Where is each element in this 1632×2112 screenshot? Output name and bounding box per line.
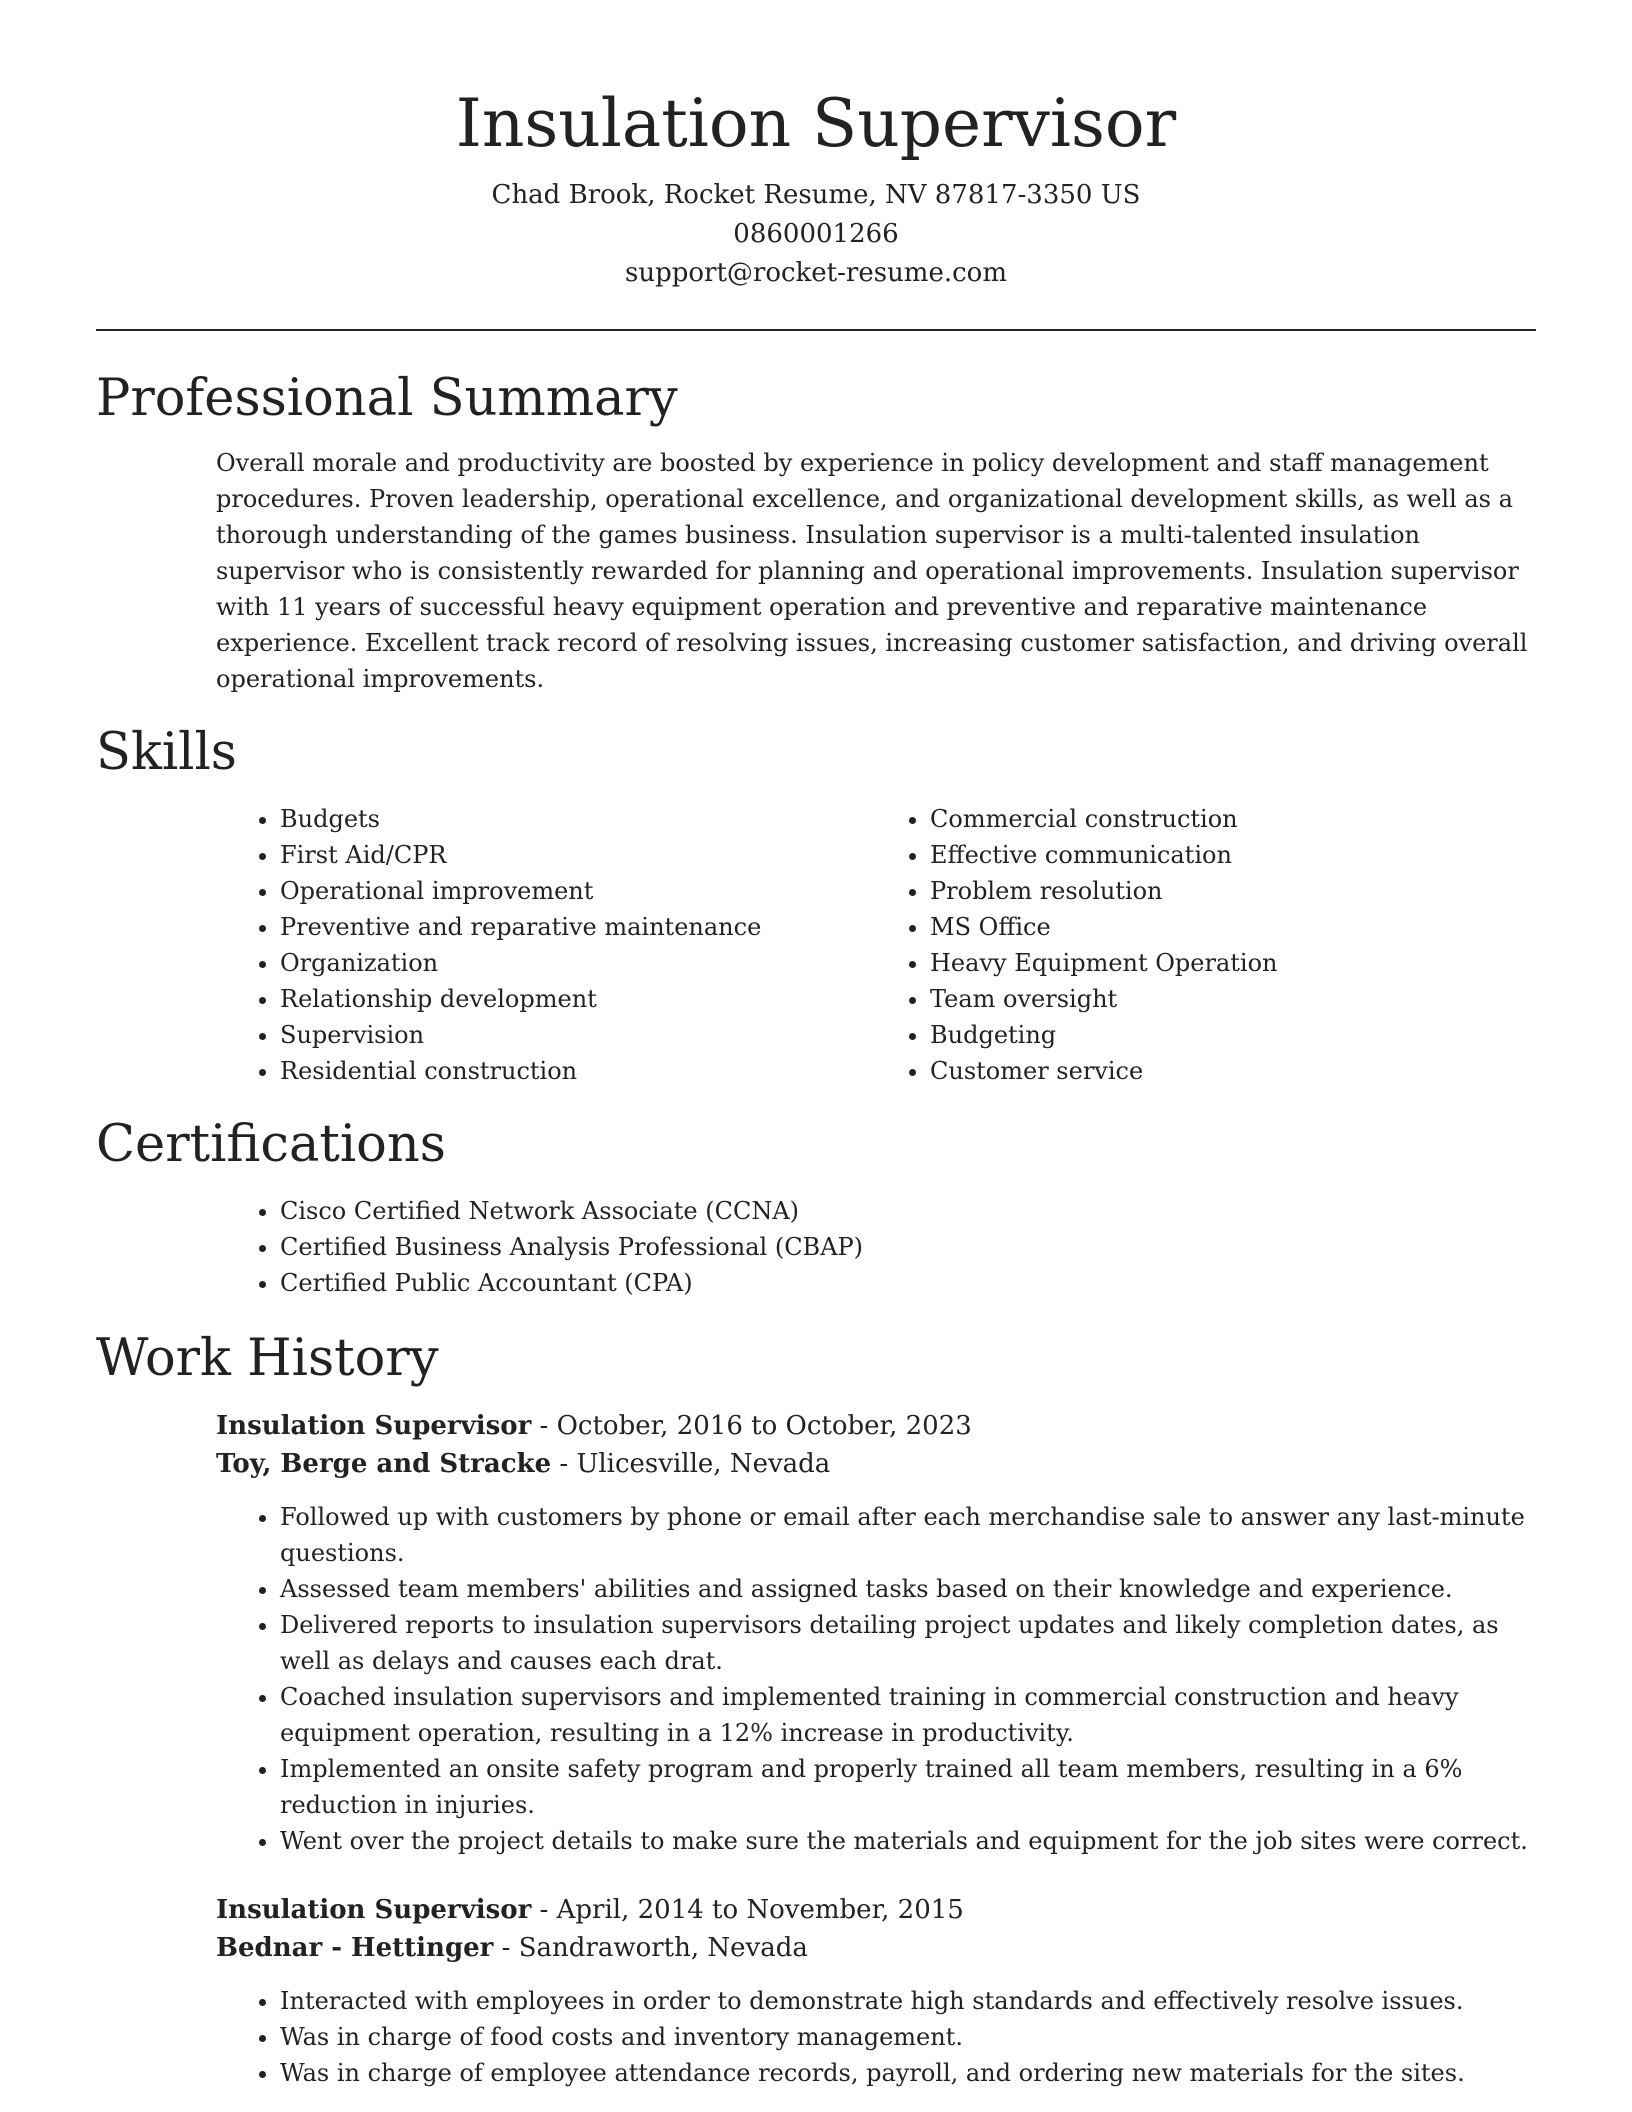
- job-company: Bednar - Hettinger: [216, 1933, 494, 1963]
- skills-column-left: [236, 801, 886, 1089]
- certifications-heading: Certifications: [96, 1115, 446, 1174]
- certifications-list: [236, 1193, 1536, 1301]
- skill-item: • Effective communication: [930, 837, 1536, 873]
- job-bullet: • Was in charge of employee attendance records, payroll, and ordering new materials for the sites.: [280, 2055, 1536, 2091]
- job-title: Insulation Supervisor: [216, 1895, 532, 1925]
- skill-item: • Heavy Equipment Operation: [930, 945, 1536, 981]
- job-bullet: • Coached insulation supervisors and implemented training in commercial construction and heavy equipment operation, resulting in a 12% increase in productivity.: [280, 1679, 1536, 1751]
- job-company-line: [216, 1445, 1536, 1483]
- resume-page: [96, 0, 1536, 2091]
- job-company: Toy, Berge and Stracke: [216, 1449, 552, 1479]
- skills-section: [96, 721, 1536, 1089]
- certification-item: • Certified Business Analysis Professional (CBAP): [280, 1229, 1536, 1265]
- skill-item: • MS Office: [930, 909, 1536, 945]
- skill-item: • First Aid/CPR: [280, 837, 886, 873]
- job-bullets: [236, 1983, 1536, 2091]
- contact-block: [96, 176, 1536, 293]
- job-bullet: • Delivered reports to insulation supervisors detailing project updates and likely completion dates, as well as delays and causes each drat.: [280, 1607, 1536, 1679]
- skill-item: • Customer service: [930, 1053, 1536, 1089]
- skills-grid: [236, 801, 1536, 1089]
- work-history-section: [96, 1327, 1536, 2091]
- contact-address: Chad Brook, Rocket Resume, NV 87817-3350 US: [491, 180, 1141, 210]
- skills-column-right: [886, 801, 1536, 1089]
- skill-item: • Residential construction: [280, 1053, 886, 1089]
- job-title-line: [216, 1407, 1536, 1445]
- summary-text: Overall morale and productivity are boosted by experience in policy development and staff management procedures. Proven leadership, operational excellence, and organizational development skills, as well as a thorough understanding of the games business. Insulation supervisor is a multi-talented insulation supervisor who is consistently rewarded for planning and operational improvements. Insulation supervisor with 11 years of successful heavy equipment operation and preventive and reparative maintenance experience. Excellent track record of resolving issues, increasing customer satisfaction, and driving overall operational improvements.: [216, 449, 1528, 693]
- skill-item: • Supervision: [280, 1017, 886, 1053]
- skill-item: • Budgets: [280, 801, 886, 837]
- job-bullet: • Went over the project details to make sure the materials and equipment for the job sites were correct.: [280, 1823, 1536, 1859]
- job-location: - Sandraworth, Nevada: [493, 1933, 808, 1963]
- job-dates: - October, 2016 to October, 2023: [531, 1411, 972, 1441]
- job-company-line: [216, 1929, 1536, 1967]
- skill-item: • Budgeting: [930, 1017, 1536, 1053]
- skill-item: • Operational improvement: [280, 873, 886, 909]
- job-bullet: • Followed up with customers by phone or email after each merchandise sale to answer any last-minute questions.: [280, 1499, 1536, 1571]
- resume-title: Insulation Supervisor: [455, 85, 1177, 162]
- job-entry: [216, 1891, 1536, 2091]
- job-bullets: [236, 1499, 1536, 1859]
- job-title-line: [216, 1891, 1536, 1929]
- resume-header: [96, 0, 1536, 293]
- header-divider: [96, 329, 1536, 331]
- skill-item: • Preventive and reparative maintenance: [280, 909, 886, 945]
- certification-item: • Cisco Certified Network Associate (CCNA): [280, 1193, 1536, 1229]
- contact-email: support@rocket-resume.com: [624, 258, 1007, 288]
- certifications-section: [96, 1113, 1536, 1301]
- job-bullet: • Assessed team members' abilities and assigned tasks based on their knowledge and experience.: [280, 1571, 1536, 1607]
- skill-item: • Organization: [280, 945, 886, 981]
- skills-list-right: [886, 801, 1536, 1089]
- job-dates: - April, 2014 to November, 2015: [531, 1895, 964, 1925]
- work-history-heading: Work History: [96, 1329, 439, 1388]
- job-bullet: • Was in charge of food costs and inventory management.: [280, 2019, 1536, 2055]
- job-bullet: • Implemented an onsite safety program and properly trained all team members, resulting in a 6% reduction in injuries.: [280, 1751, 1536, 1823]
- job-location: - Ulicesville, Nevada: [551, 1449, 831, 1479]
- job-bullets-wrap: [236, 1499, 1536, 1859]
- skill-item: • Relationship development: [280, 981, 886, 1017]
- skill-item: • Problem resolution: [930, 873, 1536, 909]
- job-title: Insulation Supervisor: [216, 1411, 532, 1441]
- summary-section: [96, 367, 1536, 697]
- certification-item: • Certified Public Accountant (CPA): [280, 1265, 1536, 1301]
- contact-phone: 0860001266: [733, 219, 899, 249]
- summary-heading: Professional Summary: [96, 369, 678, 428]
- skills-heading: Skills: [96, 723, 237, 782]
- job-entry: [216, 1407, 1536, 1859]
- job-bullets-wrap: [236, 1983, 1536, 2091]
- skill-item: • Commercial construction: [930, 801, 1536, 837]
- certifications-list-wrap: [236, 1193, 1536, 1301]
- job-bullet: • Interacted with employees in order to demonstrate high standards and effectively resolve issues.: [280, 1983, 1536, 2019]
- skills-list-left: [236, 801, 886, 1089]
- skill-item: • Team oversight: [930, 981, 1536, 1017]
